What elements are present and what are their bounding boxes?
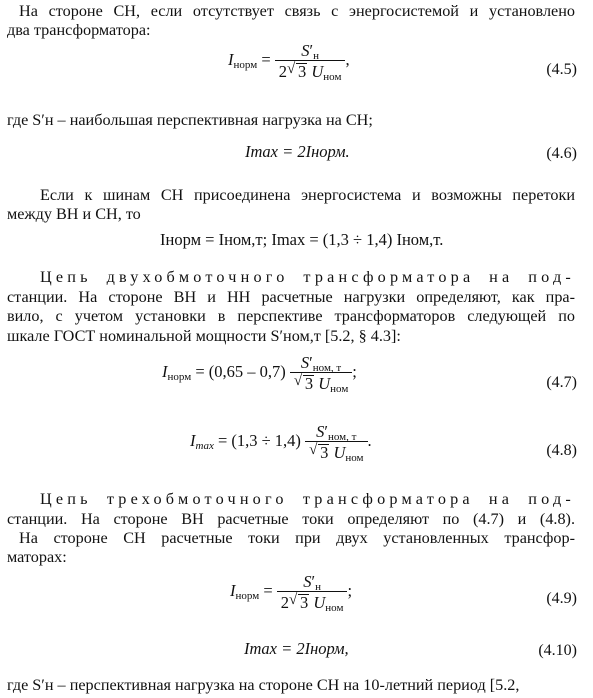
paragraph-1-line-1: На стороне СН, если отсутствует связь с энергосистемой и установлено	[19, 2, 575, 20]
paragraph-5-line-1: Цепь трехобмоточного трансформатора на под-	[40, 490, 575, 508]
paragraph-4-line-1: Цепь двухобмоточного трансформатора на под-	[40, 268, 575, 286]
paragraph-5-line-2: станции. На стороне ВН расчетные токи определяют по (4.7) и (4.8).	[7, 510, 575, 528]
equation-4-5: $I_{норм}$ = $S'_н$ 2 √ 3 $U_{ном}$ ,	[228, 41, 350, 83]
paragraph-1-line-2: два трансформатора:	[7, 21, 151, 39]
paragraph-6: где S′н – перспективная нагрузка на стороне СН на 10-летний период [5.2,	[7, 676, 520, 694]
paragraph-2: где S′н – наибольшая перспективная нагрузка на СН;	[7, 111, 373, 129]
equation-currents: Iнорм = Iном,т; Imax = (1,3 ÷ 1,4) Iном,т.	[160, 230, 444, 249]
equation-4-8: $I_{max} = (1,3 \div 1,4)$ $S'_{ном, т}$ √ 3 $U_{ном}$ .	[190, 422, 372, 464]
equation-number-4-6: (4.6)	[546, 145, 577, 162]
equation-4-10: Imax = 2Iнорм,	[244, 639, 349, 658]
paragraph-4-line-3: вило, с учетом установки в перспективе трансформаторов следующей по	[7, 307, 575, 325]
paragraph-4-line-4: шкале ГОСТ номинальной мощности S′ном,т [5.2, § 4.3]:	[7, 327, 401, 345]
paragraph-4-line-2: станции. На стороне ВН и НН расчетные нагрузки определяют, как пра-	[7, 288, 575, 306]
paragraph-3-line-2: между ВН и СН, то	[7, 205, 141, 223]
paragraph-5-line-4: маторах:	[7, 548, 67, 566]
equation-number-4-5: (4.5)	[546, 61, 577, 78]
equation-number-4-10: (4.10)	[538, 642, 577, 659]
equation-4-7: $I_{норм} = (0,65 - 0,7)$ $S'_{ном, т}$ √ 3 $U_{ном}$ ;	[162, 353, 357, 395]
paragraph-3-line-1: Если к шинам СН присоединена энергосистема и возможны перетоки	[40, 186, 575, 204]
equation-number-4-9: (4.9)	[546, 590, 577, 607]
equation-4-9: $I_{норм}$ = $S'_н$ 2 √ 3 $U_{ном}$ ;	[230, 572, 353, 614]
equation-number-4-8: (4.8)	[546, 442, 577, 459]
paragraph-5-line-3: На стороне СН расчетные токи при двух установленных трансфор-	[19, 529, 575, 547]
equation-4-6: Imax = 2Iнорм.	[245, 142, 350, 161]
equation-number-4-7: (4.7)	[546, 374, 577, 391]
